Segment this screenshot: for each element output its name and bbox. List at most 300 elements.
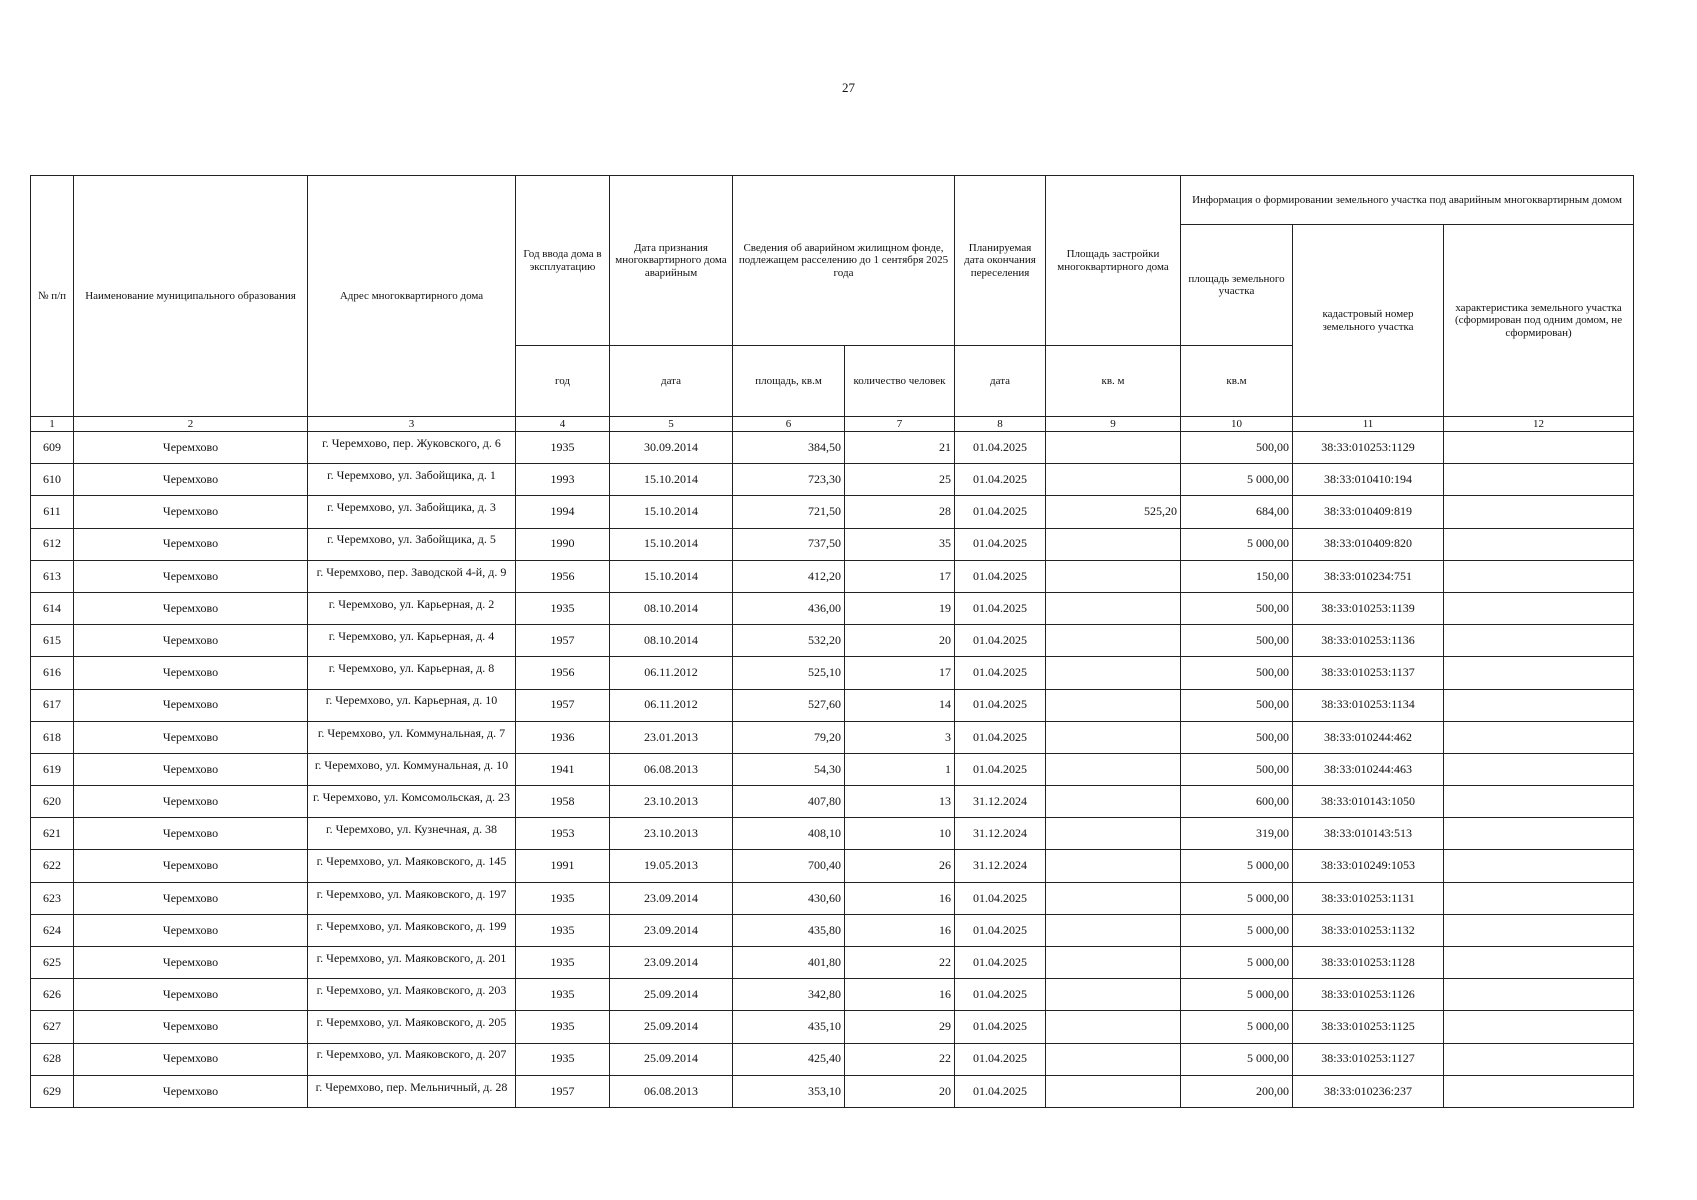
header-emergency-fund: Сведения об аварийном жилищном фонде, подлежащем расселению до 1 сентября 2025 года xyxy=(733,176,955,346)
cell-municipality: Черемхово xyxy=(74,592,308,624)
cell-building-area xyxy=(1046,1043,1181,1075)
cell-people: 10 xyxy=(845,818,955,850)
cell-municipality: Черемхово xyxy=(74,464,308,496)
cell-building-area xyxy=(1046,464,1181,496)
cell-row-number: 609 xyxy=(31,432,74,464)
cell-municipality: Черемхово xyxy=(74,496,308,528)
cell-row-number: 611 xyxy=(31,496,74,528)
cell-people: 16 xyxy=(845,979,955,1011)
cell-recognition-date: 06.11.2012 xyxy=(610,657,733,689)
cell-area: 384,50 xyxy=(733,432,845,464)
cell-cadastral-number: 38:33:010253:1127 xyxy=(1293,1043,1444,1075)
cell-area: 342,80 xyxy=(733,979,845,1011)
cell-recognition-date: 15.10.2014 xyxy=(610,496,733,528)
cell-year: 1993 xyxy=(516,464,610,496)
table-row xyxy=(31,753,1634,785)
address-text: г. Черемхово, ул. Карьерная, д. 2 xyxy=(328,596,495,611)
address-text: г. Черемхово, ул. Маяковского, д. 197 xyxy=(316,886,507,901)
cell-planned-date: 01.04.2025 xyxy=(955,432,1046,464)
cell-year: 1935 xyxy=(516,1043,610,1075)
cell-recognition-date: 25.09.2014 xyxy=(610,1011,733,1043)
cell-area: 430,60 xyxy=(733,882,845,914)
header-unit-date2: дата xyxy=(955,346,1046,417)
cell-building-area xyxy=(1046,689,1181,721)
header-year-commission: Год ввода дома в эксплуатацию xyxy=(516,176,610,346)
cell-land-characteristic xyxy=(1444,560,1634,592)
header-planned-date: Планируемая дата окончания переселения xyxy=(955,176,1046,346)
cell-municipality: Черемхово xyxy=(74,560,308,592)
cell-address xyxy=(308,528,516,560)
cell-building-area xyxy=(1046,979,1181,1011)
cell-row-number: 625 xyxy=(31,947,74,979)
address-text: г. Черемхово, ул. Кузнечная, д. 38 xyxy=(326,822,497,837)
cell-row-number: 617 xyxy=(31,689,74,721)
header-address: Адрес многоквартирного дома xyxy=(308,176,516,417)
table-row xyxy=(31,979,1634,1011)
cell-municipality: Черемхово xyxy=(74,432,308,464)
table-row xyxy=(31,689,1634,721)
cell-building-area xyxy=(1046,1011,1181,1043)
cell-people: 13 xyxy=(845,786,955,818)
cell-row-number: 624 xyxy=(31,914,74,946)
cell-land-area: 5 000,00 xyxy=(1181,882,1293,914)
cell-municipality: Черемхово xyxy=(74,914,308,946)
header-unit-date: дата xyxy=(610,346,733,417)
header-date-recognition: Дата признания многоквартирного дома аварийным xyxy=(610,176,733,346)
cell-land-characteristic xyxy=(1444,786,1634,818)
cell-recognition-date: 23.09.2014 xyxy=(610,882,733,914)
header-land-area: площадь земельного участка xyxy=(1181,225,1293,346)
cell-address xyxy=(308,625,516,657)
cell-address xyxy=(308,947,516,979)
cell-building-area xyxy=(1046,882,1181,914)
cell-land-area: 500,00 xyxy=(1181,721,1293,753)
table-row xyxy=(31,882,1634,914)
column-number: 4 xyxy=(516,417,610,432)
cell-land-area: 500,00 xyxy=(1181,689,1293,721)
cell-year: 1957 xyxy=(516,1075,610,1107)
cell-address xyxy=(308,657,516,689)
cell-land-characteristic xyxy=(1444,1011,1634,1043)
header-unit-people: количество человек xyxy=(845,346,955,417)
cell-people: 35 xyxy=(845,528,955,560)
cell-planned-date: 01.04.2025 xyxy=(955,528,1046,560)
address-text: г. Черемхово, ул. Маяковского, д. 205 xyxy=(316,1015,507,1030)
cell-area: 408,10 xyxy=(733,818,845,850)
cell-recognition-date: 25.09.2014 xyxy=(610,979,733,1011)
cell-year: 1956 xyxy=(516,560,610,592)
address-text: г. Черемхово, ул. Комсомольская, д. 23 xyxy=(313,789,510,804)
cell-land-area: 5 000,00 xyxy=(1181,464,1293,496)
cell-year: 1935 xyxy=(516,1011,610,1043)
table-row xyxy=(31,1011,1634,1043)
cell-municipality: Черемхово xyxy=(74,657,308,689)
cell-land-area: 5 000,00 xyxy=(1181,914,1293,946)
table-row xyxy=(31,592,1634,624)
cell-cadastral-number: 38:33:010236:237 xyxy=(1293,1075,1444,1107)
cell-building-area xyxy=(1046,1075,1181,1107)
cell-cadastral-number: 38:33:010143:513 xyxy=(1293,818,1444,850)
cell-cadastral-number: 38:33:010253:1139 xyxy=(1293,592,1444,624)
cell-row-number: 622 xyxy=(31,850,74,882)
cell-row-number: 610 xyxy=(31,464,74,496)
address-text: г. Черемхово, ул. Забойщика, д. 1 xyxy=(327,468,496,483)
cell-land-area: 5 000,00 xyxy=(1181,1011,1293,1043)
header-unit-sqm2: кв.м xyxy=(1181,346,1293,417)
cell-people: 20 xyxy=(845,1075,955,1107)
cell-land-characteristic xyxy=(1444,979,1634,1011)
cell-area: 79,20 xyxy=(733,721,845,753)
cell-row-number: 614 xyxy=(31,592,74,624)
cell-address xyxy=(308,850,516,882)
cell-people: 22 xyxy=(845,1043,955,1075)
address-text: г. Черемхово, ул. Карьерная, д. 8 xyxy=(328,661,495,676)
cell-area: 436,00 xyxy=(733,592,845,624)
cell-year: 1935 xyxy=(516,947,610,979)
cell-planned-date: 01.04.2025 xyxy=(955,947,1046,979)
address-text: г. Черемхово, ул. Маяковского, д. 203 xyxy=(316,983,507,998)
header-building-area: Площадь застройки многоквартирного дома xyxy=(1046,176,1181,346)
cell-land-characteristic xyxy=(1444,689,1634,721)
cell-planned-date: 01.04.2025 xyxy=(955,1075,1046,1107)
cell-building-area xyxy=(1046,625,1181,657)
address-text: г. Черемхово, ул. Коммунальная, д. 10 xyxy=(314,757,509,772)
cell-people: 26 xyxy=(845,850,955,882)
table-row xyxy=(31,914,1634,946)
cell-year: 1935 xyxy=(516,592,610,624)
cell-row-number: 616 xyxy=(31,657,74,689)
cell-year: 1991 xyxy=(516,850,610,882)
cell-area: 353,10 xyxy=(733,1075,845,1107)
cell-people: 17 xyxy=(845,560,955,592)
cell-land-area: 5 000,00 xyxy=(1181,947,1293,979)
address-text: г. Черемхово, ул. Коммунальная, д. 7 xyxy=(317,725,506,740)
table-header xyxy=(31,176,1634,432)
column-number: 3 xyxy=(308,417,516,432)
table-body xyxy=(31,432,1634,1108)
cell-land-characteristic xyxy=(1444,1075,1634,1107)
cell-land-characteristic xyxy=(1444,657,1634,689)
cell-address xyxy=(308,560,516,592)
cell-row-number: 615 xyxy=(31,625,74,657)
cell-people: 20 xyxy=(845,625,955,657)
cell-area: 407,80 xyxy=(733,786,845,818)
cell-land-characteristic xyxy=(1444,464,1634,496)
cell-people: 14 xyxy=(845,689,955,721)
cell-land-characteristic xyxy=(1444,721,1634,753)
cell-year: 1958 xyxy=(516,786,610,818)
cell-cadastral-number: 38:33:010409:820 xyxy=(1293,528,1444,560)
cell-cadastral-number: 38:33:010234:751 xyxy=(1293,560,1444,592)
address-text: г. Черемхово, ул. Маяковского, д. 145 xyxy=(316,854,507,869)
table-row xyxy=(31,625,1634,657)
cell-land-characteristic xyxy=(1444,947,1634,979)
table-row xyxy=(31,850,1634,882)
table-row xyxy=(31,721,1634,753)
cell-area: 425,40 xyxy=(733,1043,845,1075)
cell-year: 1935 xyxy=(516,432,610,464)
cell-recognition-date: 15.10.2014 xyxy=(610,464,733,496)
cell-building-area xyxy=(1046,721,1181,753)
address-text: г. Черемхово, ул. Маяковского, д. 199 xyxy=(316,918,507,933)
cell-address xyxy=(308,786,516,818)
cell-recognition-date: 08.10.2014 xyxy=(610,625,733,657)
cell-area: 721,50 xyxy=(733,496,845,528)
table-row xyxy=(31,496,1634,528)
cell-planned-date: 01.04.2025 xyxy=(955,625,1046,657)
cell-row-number: 620 xyxy=(31,786,74,818)
cell-planned-date: 01.04.2025 xyxy=(955,882,1046,914)
column-number: 9 xyxy=(1046,417,1181,432)
cell-land-area: 319,00 xyxy=(1181,818,1293,850)
cell-municipality: Черемхово xyxy=(74,947,308,979)
header-cadastral: кадастровый номер земельного участка xyxy=(1293,225,1444,417)
cell-area: 401,80 xyxy=(733,947,845,979)
cell-address xyxy=(308,1043,516,1075)
cell-recognition-date: 23.01.2013 xyxy=(610,721,733,753)
cell-municipality: Черемхово xyxy=(74,979,308,1011)
cell-municipality: Черемхово xyxy=(74,1043,308,1075)
cell-row-number: 618 xyxy=(31,721,74,753)
cell-address xyxy=(308,721,516,753)
table-row xyxy=(31,560,1634,592)
cell-planned-date: 01.04.2025 xyxy=(955,1011,1046,1043)
cell-people: 28 xyxy=(845,496,955,528)
address-text: г. Черемхово, ул. Маяковского, д. 201 xyxy=(316,950,507,965)
cell-area: 525,10 xyxy=(733,657,845,689)
cell-land-characteristic xyxy=(1444,914,1634,946)
cell-recognition-date: 15.10.2014 xyxy=(610,528,733,560)
column-number: 11 xyxy=(1293,417,1444,432)
cell-municipality: Черемхово xyxy=(74,689,308,721)
cell-year: 1935 xyxy=(516,882,610,914)
cell-municipality: Черемхово xyxy=(74,721,308,753)
cell-building-area xyxy=(1046,914,1181,946)
cell-people: 21 xyxy=(845,432,955,464)
cell-recognition-date: 23.09.2014 xyxy=(610,914,733,946)
header-land-info: Информация о формировании земельного участка под аварийным многоквартирным домом xyxy=(1181,176,1634,225)
cell-address xyxy=(308,1075,516,1107)
address-text: г. Черемхово, пер. Мельничный, д. 28 xyxy=(315,1079,508,1094)
cell-planned-date: 01.04.2025 xyxy=(955,1043,1046,1075)
address-text: г. Черемхово, ул. Карьерная, д. 4 xyxy=(328,629,495,643)
cell-address xyxy=(308,592,516,624)
cell-planned-date: 01.04.2025 xyxy=(955,496,1046,528)
table-row xyxy=(31,818,1634,850)
cell-land-characteristic xyxy=(1444,496,1634,528)
cell-row-number: 623 xyxy=(31,882,74,914)
cell-recognition-date: 23.10.2013 xyxy=(610,786,733,818)
cell-municipality: Черемхово xyxy=(74,850,308,882)
cell-building-area xyxy=(1046,753,1181,785)
cell-year: 1990 xyxy=(516,528,610,560)
address-text: г. Черемхово, ул. Забойщика, д. 3 xyxy=(327,500,496,515)
cell-building-area: 525,20 xyxy=(1046,496,1181,528)
cell-municipality: Черемхово xyxy=(74,528,308,560)
header-unit-year: год xyxy=(516,346,610,417)
header-land-char: характеристика земельного участка (сформирован под одним домом, не сформирован) xyxy=(1444,225,1634,417)
cell-area: 532,20 xyxy=(733,625,845,657)
cell-year: 1953 xyxy=(516,818,610,850)
cell-land-area: 500,00 xyxy=(1181,432,1293,464)
cell-municipality: Черемхово xyxy=(74,753,308,785)
cell-planned-date: 01.04.2025 xyxy=(955,464,1046,496)
cell-address xyxy=(308,432,516,464)
cell-cadastral-number: 38:33:010253:1132 xyxy=(1293,914,1444,946)
column-number: 2 xyxy=(74,417,308,432)
cell-row-number: 613 xyxy=(31,560,74,592)
cell-land-area: 500,00 xyxy=(1181,753,1293,785)
cell-building-area xyxy=(1046,947,1181,979)
cell-recognition-date: 06.08.2013 xyxy=(610,1075,733,1107)
cell-recognition-date: 15.10.2014 xyxy=(610,560,733,592)
cell-people: 17 xyxy=(845,657,955,689)
cell-cadastral-number: 38:33:010409:819 xyxy=(1293,496,1444,528)
table-row xyxy=(31,1043,1634,1075)
table-row xyxy=(31,528,1634,560)
table-row xyxy=(31,786,1634,818)
cell-planned-date: 01.04.2025 xyxy=(955,560,1046,592)
address-text: г. Черемхово, пер. Жуковского, д. 6 xyxy=(322,435,501,450)
cell-building-area xyxy=(1046,528,1181,560)
cell-planned-date: 01.04.2025 xyxy=(955,753,1046,785)
column-number: 8 xyxy=(955,417,1046,432)
header-num: № п/п xyxy=(31,176,74,417)
table-row xyxy=(31,464,1634,496)
cell-row-number: 627 xyxy=(31,1011,74,1043)
cell-planned-date: 01.04.2025 xyxy=(955,657,1046,689)
cell-planned-date: 01.04.2025 xyxy=(955,721,1046,753)
cell-land-characteristic xyxy=(1444,592,1634,624)
cell-area: 412,20 xyxy=(733,560,845,592)
column-number: 5 xyxy=(610,417,733,432)
cell-land-area: 600,00 xyxy=(1181,786,1293,818)
cell-recognition-date: 06.11.2012 xyxy=(610,689,733,721)
cell-address xyxy=(308,979,516,1011)
cell-municipality: Черемхово xyxy=(74,1075,308,1107)
cell-land-area: 150,00 xyxy=(1181,560,1293,592)
cell-address xyxy=(308,1011,516,1043)
cell-cadastral-number: 38:33:010253:1125 xyxy=(1293,1011,1444,1043)
column-number: 12 xyxy=(1444,417,1634,432)
cell-recognition-date: 08.10.2014 xyxy=(610,592,733,624)
cell-recognition-date: 23.10.2013 xyxy=(610,818,733,850)
cell-people: 25 xyxy=(845,464,955,496)
cell-land-area: 5 000,00 xyxy=(1181,528,1293,560)
cell-planned-date: 01.04.2025 xyxy=(955,914,1046,946)
cell-planned-date: 01.04.2025 xyxy=(955,592,1046,624)
cell-people: 16 xyxy=(845,914,955,946)
cell-recognition-date: 19.05.2013 xyxy=(610,850,733,882)
cell-row-number: 628 xyxy=(31,1043,74,1075)
cell-area: 435,10 xyxy=(733,1011,845,1043)
cell-area: 435,80 xyxy=(733,914,845,946)
cell-land-area: 5 000,00 xyxy=(1181,979,1293,1011)
cell-row-number: 619 xyxy=(31,753,74,785)
cell-cadastral-number: 38:33:010410:194 xyxy=(1293,464,1444,496)
cell-building-area xyxy=(1046,818,1181,850)
cell-recognition-date: 23.09.2014 xyxy=(610,947,733,979)
cell-land-characteristic xyxy=(1444,432,1634,464)
cell-year: 1994 xyxy=(516,496,610,528)
cell-planned-date: 31.12.2024 xyxy=(955,850,1046,882)
cell-people: 22 xyxy=(845,947,955,979)
cell-cadastral-number: 38:33:010244:462 xyxy=(1293,721,1444,753)
cell-planned-date: 01.04.2025 xyxy=(955,979,1046,1011)
cell-land-characteristic xyxy=(1444,850,1634,882)
cell-people: 29 xyxy=(845,1011,955,1043)
cell-land-characteristic xyxy=(1444,528,1634,560)
cell-address xyxy=(308,753,516,785)
cell-row-number: 626 xyxy=(31,979,74,1011)
cell-area: 723,30 xyxy=(733,464,845,496)
cell-land-area: 5 000,00 xyxy=(1181,1043,1293,1075)
cell-land-characteristic xyxy=(1444,818,1634,850)
cell-recognition-date: 30.09.2014 xyxy=(610,432,733,464)
cell-people: 1 xyxy=(845,753,955,785)
page-number: 27 xyxy=(842,80,855,95)
address-text: г. Черемхово, ул. Маяковского, д. 207 xyxy=(316,1047,507,1062)
cell-recognition-date: 25.09.2014 xyxy=(610,1043,733,1075)
cell-area: 737,50 xyxy=(733,528,845,560)
cell-building-area xyxy=(1046,432,1181,464)
cell-cadastral-number: 38:33:010253:1137 xyxy=(1293,657,1444,689)
cell-building-area xyxy=(1046,850,1181,882)
address-text: г. Черемхово, ул. Карьерная, д. 10 xyxy=(325,693,498,708)
column-number: 7 xyxy=(845,417,955,432)
cell-year: 1956 xyxy=(516,657,610,689)
address-text: г. Черемхово, ул. Забойщика, д. 5 xyxy=(327,532,496,547)
header-unit-area: площадь, кв.м xyxy=(733,346,845,417)
cell-address xyxy=(308,689,516,721)
emergency-housing-table xyxy=(30,175,1634,1108)
cell-address xyxy=(308,914,516,946)
cell-planned-date: 01.04.2025 xyxy=(955,689,1046,721)
cell-land-area: 500,00 xyxy=(1181,625,1293,657)
cell-planned-date: 31.12.2024 xyxy=(955,786,1046,818)
header-unit-sqm: кв. м xyxy=(1046,346,1181,417)
cell-cadastral-number: 38:33:010143:1050 xyxy=(1293,786,1444,818)
address-text: г. Черемхово, пер. Заводской 4-й, д. 9 xyxy=(316,564,507,579)
cell-municipality: Черемхово xyxy=(74,882,308,914)
column-number: 10 xyxy=(1181,417,1293,432)
cell-year: 1941 xyxy=(516,753,610,785)
cell-year: 1936 xyxy=(516,721,610,753)
cell-planned-date: 31.12.2024 xyxy=(955,818,1046,850)
column-number: 1 xyxy=(31,417,74,432)
cell-municipality: Черемхово xyxy=(74,786,308,818)
cell-cadastral-number: 38:33:010253:1134 xyxy=(1293,689,1444,721)
cell-people: 16 xyxy=(845,882,955,914)
cell-address xyxy=(308,496,516,528)
cell-building-area xyxy=(1046,560,1181,592)
cell-land-characteristic xyxy=(1444,882,1634,914)
cell-cadastral-number: 38:33:010253:1128 xyxy=(1293,947,1444,979)
cell-people: 3 xyxy=(845,721,955,753)
table-row xyxy=(31,432,1634,464)
cell-land-characteristic xyxy=(1444,625,1634,657)
cell-recognition-date: 06.08.2013 xyxy=(610,753,733,785)
cell-address xyxy=(308,882,516,914)
cell-land-characteristic xyxy=(1444,1043,1634,1075)
cell-year: 1935 xyxy=(516,979,610,1011)
cell-row-number: 612 xyxy=(31,528,74,560)
cell-cadastral-number: 38:33:010253:1136 xyxy=(1293,625,1444,657)
cell-people: 19 xyxy=(845,592,955,624)
cell-cadastral-number: 38:33:010244:463 xyxy=(1293,753,1444,785)
cell-land-area: 200,00 xyxy=(1181,1075,1293,1107)
column-number-row xyxy=(31,417,1634,432)
